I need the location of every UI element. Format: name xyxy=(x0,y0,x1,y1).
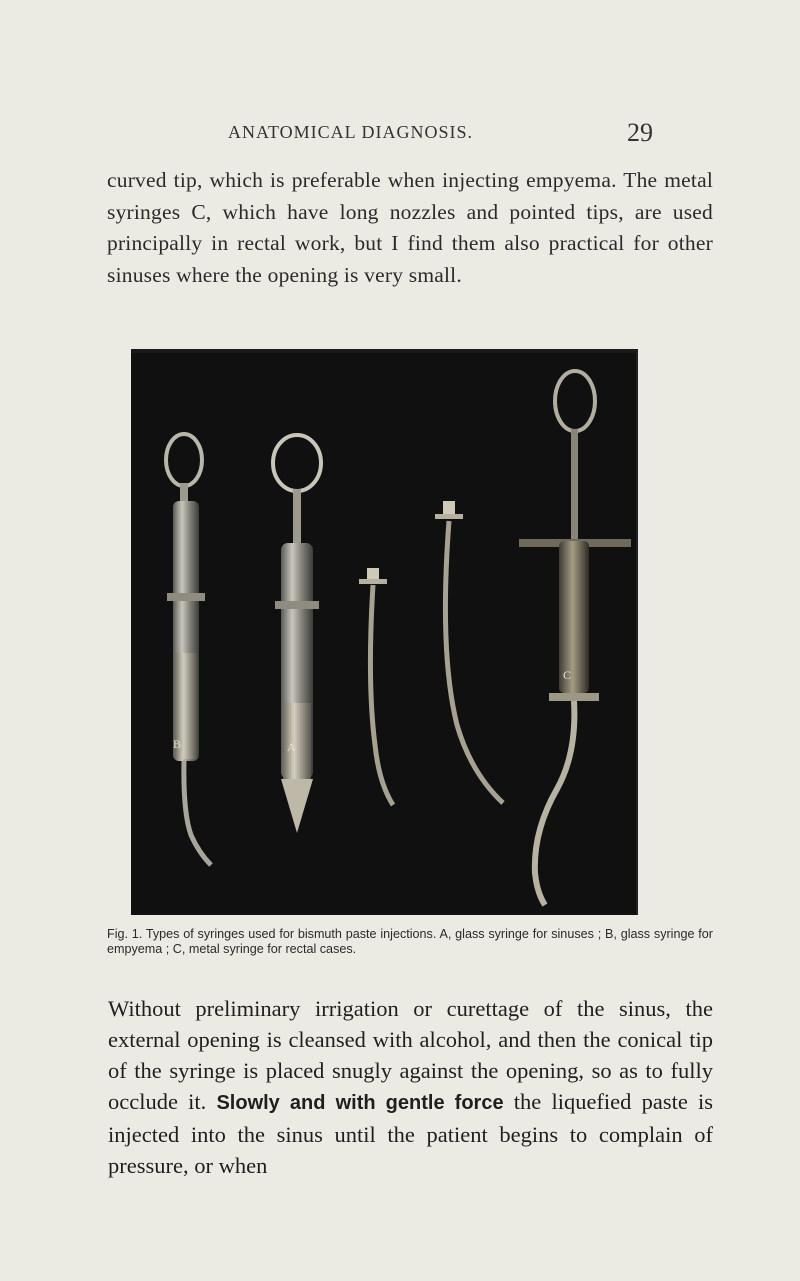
paragraph-bottom xyxy=(108,993,713,1181)
running-head xyxy=(0,118,800,148)
figure-label-c: C xyxy=(563,668,572,682)
paragraph-bottom-bold: Slowly and with gentle force xyxy=(216,1092,504,1114)
syringe-b xyxy=(166,434,211,865)
paragraph-bottom-part1: Without preliminary irrigation or curettage of the sinus, the external opening is cleansed with alcohol, and then the conical tip of the syringe is placed snugly against the opening, so as to fully occlude it. xyxy=(108,996,713,1114)
figure-photograph xyxy=(131,349,638,915)
nozzle-long xyxy=(435,501,503,803)
syringe-c xyxy=(519,371,631,905)
figure-label-a: A xyxy=(287,740,296,754)
page-number: 29 xyxy=(627,118,653,147)
nozzle-short xyxy=(359,568,393,805)
syringe-a xyxy=(273,435,321,833)
paragraph-top: curved tip, which is preferable when injecting empyema. The metal syringes C, which have long nozzles and pointed tips, are used principally in rectal work, but I find them also practical for other sinuses where the opening is very small. xyxy=(107,168,713,287)
figure-label-b: B xyxy=(173,737,182,751)
figure-caption: Fig. 1. Types of syringes used for bismuth paste injections. A, glass syringe for sinuses ; B, glass syringe for empyema ; C, metal syringe for rectal cases. xyxy=(107,927,713,956)
paragraph-bottom-part2: the liquefied paste is injected into the sinus until the patient begins to complain of pressure, or when xyxy=(108,1089,714,1178)
running-title: ANATOMICAL DIAGNOSIS. xyxy=(228,122,474,142)
